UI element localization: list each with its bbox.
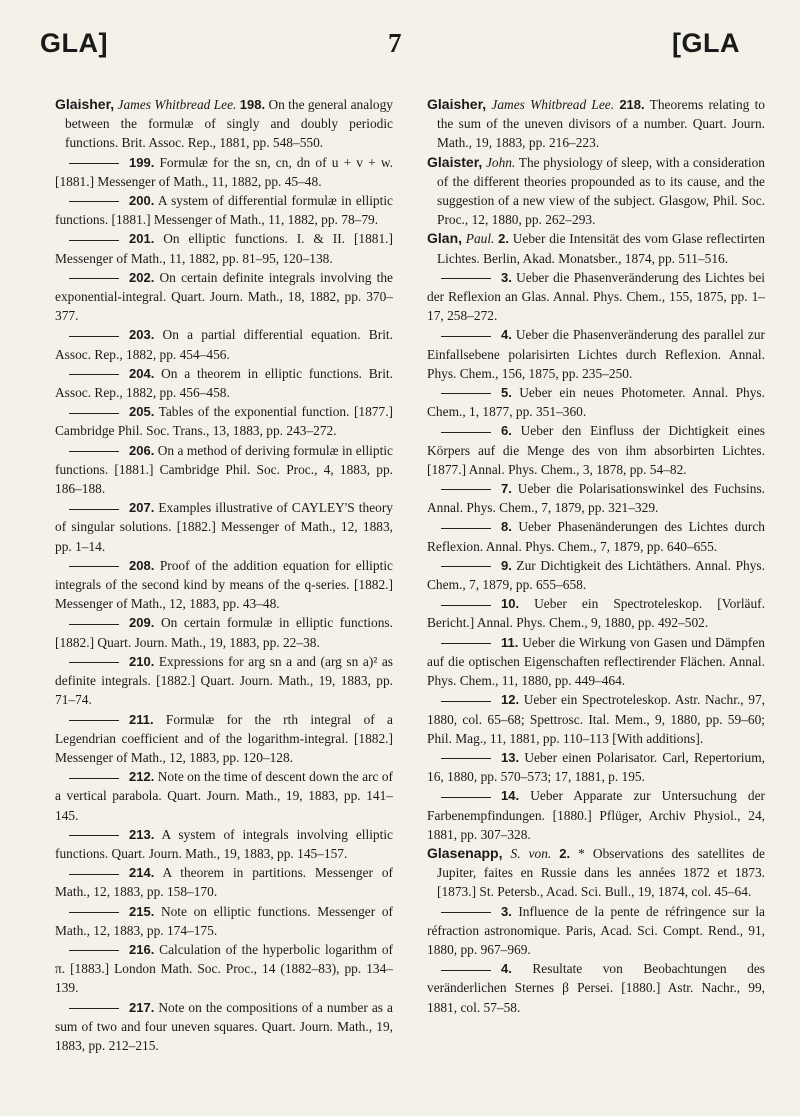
ditto-rule	[441, 758, 491, 759]
entry-number: 8.	[501, 519, 512, 535]
ditto-rule	[441, 797, 491, 798]
author-given-names: James Whitbread Lee.	[117, 97, 237, 112]
entry-number: 199.	[129, 154, 155, 170]
bibliography-entry	[427, 690, 765, 748]
ditto-rule	[69, 1008, 119, 1009]
entry-text: Tables of the exponential function. [1877.] Cambridge Phil. Soc. Trans., 13, 1883, pp. 243–272.	[55, 404, 394, 439]
entry-number: 211.	[129, 711, 154, 727]
author-name: Glaisher,	[427, 96, 487, 112]
entry-number: 215.	[129, 903, 155, 919]
entry-number: 201.	[129, 231, 155, 247]
entry-text: On certain definite integrals involving the exponential-integral. Quart. Journ. Math., 18, 1882, pp. 370–377.	[55, 269, 393, 324]
ditto-rule	[441, 278, 491, 279]
ditto-rule	[69, 566, 119, 567]
entry-number: 207.	[129, 500, 155, 516]
entry-text: Theorems relating to the sum of the uneven divisors of a number. Quart. Journ. Math., 19, 1883, pp. 216–223.	[437, 97, 765, 151]
entry-text: Ueber ein Spectroteleskop. [Vorläuf. Bericht.] Annal. Phys. Chem., 9, 1880, pp. 492–502.	[427, 596, 765, 631]
bibliography-entry	[55, 902, 393, 940]
bibliography-entry	[55, 364, 393, 402]
ditto-rule	[69, 374, 119, 375]
bibliography-entry	[427, 594, 765, 632]
entry-text: Influence de la pente de réfringence sur la réfraction astronomique. Paris, Acad. Sci. Compt. Rend., 91, 1880, pp. 967–969.	[427, 903, 765, 957]
entry-number: 2.	[498, 231, 509, 247]
ditto-rule	[69, 336, 119, 337]
entry-number: 202.	[129, 269, 155, 285]
ditto-rule	[69, 163, 119, 164]
entry-number: 217.	[129, 999, 155, 1015]
bibliography-entry	[55, 153, 393, 191]
entry-number: 206.	[129, 442, 155, 458]
author-given-names: James Whitbread Lee.	[491, 97, 615, 112]
entry-number: 6.	[501, 423, 512, 439]
author-name: Glan,	[427, 230, 463, 247]
entry-text: On a method of deriving formulæ in elliptic functions. [1881.] Cambridge Phil. Soc. Proc., 4, 1883, pp. 186–188.	[55, 442, 393, 497]
page-number: 7	[388, 28, 402, 58]
entry-number: 210.	[129, 653, 155, 669]
entry-text: Note on elliptic functions. Messenger of Math., 12, 1883, pp. 174–175.	[55, 903, 393, 938]
entry-text: * Observations des satellites de Jupiter, faites en Russie dans les années 1872 et 1873. [1873.] St. Petersb., Acad. Sci. Bull., 19, 1874, col. 45–64.	[437, 845, 765, 900]
entry-text: A system of differential formulæ in elliptic functions. [1881.] Messenger of Math., 11, 1882, pp. 78–79.	[55, 193, 393, 228]
entry-number: 213.	[129, 826, 155, 842]
entry-number: 198.	[239, 97, 266, 112]
ditto-rule	[441, 970, 491, 971]
bibliography-entry	[55, 268, 393, 326]
bibliography-entry	[427, 959, 765, 1017]
bibliography-entry	[55, 402, 393, 440]
entry-number: 14.	[501, 788, 520, 804]
entry-text: Ueber die Wirkung von Gasen und Dämpfen auf die optischen Eigenschaften reflectirender Flächen. Annal. Phys. Chem., 11, 1880, pp. 449–464.	[427, 634, 765, 689]
entry-text: Expressions for arg sn a and (arg sn a)² as definite integrals. [1882.] Quart. Journ. Math., 19, 1883, pp. 71–74.	[55, 653, 393, 708]
ditto-rule	[69, 912, 119, 913]
entry-number: 10.	[501, 596, 520, 612]
ditto-rule	[69, 624, 119, 625]
ditto-rule	[441, 336, 491, 337]
bibliography-entry	[55, 191, 393, 229]
entry-text: Examples illustrative of CAYLEY'S theory of singular solutions. [1882.] Messenger of Math., 12, 1883, pp. 1–14.	[55, 500, 393, 554]
entry-text: Proof of the addition equation for elliptic integrals of the second kind by means of the q-series. [1882.] Messenger of Math., 12, 1883, pp. 43–48.	[55, 557, 393, 612]
bibliography-entry	[55, 940, 393, 998]
entry-text: Formulæ for the sn, cn, dn of u + v + w. [1881.] Messenger of Math., 11, 1882, pp. 45–48.	[55, 154, 393, 189]
entry-text: Note on the compositions of a number as a sum of two and four uneven squares. Quart. Journ. Math., 19, 1883, pp. 212–215.	[55, 999, 393, 1053]
ditto-rule	[69, 451, 119, 452]
entry-text: Ueber einen Polarisator. Carl, Repertorium, 16, 1880, pp. 570–573; 17, 1881, p. 195.	[427, 749, 765, 785]
entry-number: 204.	[129, 365, 155, 381]
ditto-rule	[69, 413, 119, 414]
entry-number: 218.	[619, 97, 645, 112]
bibliography-entry	[55, 95, 393, 153]
ditto-rule	[441, 912, 491, 913]
bibliography-entry	[55, 229, 393, 267]
entry-number: 205.	[129, 404, 155, 420]
author-given-names: Paul.	[465, 231, 495, 247]
bibliography-entry	[427, 153, 765, 230]
ditto-rule	[69, 278, 119, 279]
bibliography-entry	[427, 268, 765, 326]
bibliography-entry	[427, 517, 765, 555]
bibliography-entry	[427, 786, 765, 844]
entry-text: Formulæ for the rth integral of a Legendrian coefficient and of the logarithm-integral. [1882.] Messenger of Math., 12, 1883, pp. 120–128.	[55, 711, 393, 765]
entry-number: 209.	[129, 615, 155, 631]
ditto-rule	[441, 605, 491, 606]
bibliography-entry	[427, 479, 765, 517]
author-name: Glaister,	[427, 153, 483, 170]
entry-text: Ueber den Einfluss der Dichtigkeit eines Körpers auf die Menge des von ihm absorbirten Lichtes. [1877.] Annal. Phys. Chem., 3, 1878, pp. 54–82.	[427, 423, 765, 477]
bibliography-entry	[55, 613, 393, 651]
bibliography-entry	[55, 710, 393, 768]
ditto-rule	[441, 432, 491, 433]
ditto-rule	[69, 240, 119, 241]
entry-number: 203.	[129, 327, 155, 343]
ditto-rule	[69, 950, 119, 951]
bibliography-entry	[55, 325, 393, 363]
entry-text: Note on the time of descent down the arc of a vertical parabola. Quart. Journ. Math., 19, 1883, pp. 141–145.	[55, 769, 393, 823]
entry-text: Ueber die Intensität des vom Glase reflectirten Lichtes. Berlin, Akad. Monatsber., 1874, pp. 511–516.	[437, 231, 765, 266]
ditto-rule	[69, 662, 119, 663]
entry-text: The physiology of sleep, with a consideration of the different theories propounded as to its cause, and the suggestion of a new view of the subject. Glasgow, Phil. Soc. Proc., 12, 1880, pp. 262–293.	[437, 154, 766, 228]
bibliography-entry	[427, 95, 765, 153]
ditto-rule	[441, 489, 491, 490]
author-name: Glaisher,	[55, 96, 115, 112]
entry-text: Ueber die Phasenveränderung des Lichtes bei der Reflexion an Glas. Annal. Phys. Chem., 155, 1875, pp. 1–17, 258–272.	[427, 269, 765, 324]
author-name: Glasenapp,	[427, 844, 503, 861]
ditto-rule	[69, 874, 119, 875]
entry-text: Ueber Apparate zur Untersuchung der Farbenempfindungen. [1880.] Pflüger, Archiv Physiol., 24, 1881, pp. 307–328.	[427, 788, 766, 842]
bibliography-entry	[55, 498, 393, 556]
entry-number: 5.	[501, 385, 512, 401]
entry-text: Ueber die Polarisationswinkel des Fuchsins. Annal. Phys. Chem., 7, 1879, pp. 321–329.	[427, 481, 765, 516]
ditto-rule	[69, 201, 119, 202]
entry-text: Zur Dichtigkeit des Lichtäthers. Annal. Phys. Chem., 7, 1879, pp. 655–658.	[427, 557, 765, 593]
entry-text: A theorem in partitions. Messenger of Math., 12, 1883, pp. 158–170.	[55, 865, 393, 900]
entry-number: 4.	[501, 327, 512, 343]
entry-text: On a theorem in elliptic functions. Brit. Assoc. Rep., 1882, pp. 456–458.	[55, 365, 393, 401]
bibliography-columns	[55, 95, 765, 1055]
entry-number: 212.	[129, 769, 155, 785]
entry-number: 12.	[501, 692, 520, 708]
entry-number: 216.	[129, 941, 155, 957]
ditto-rule	[69, 778, 119, 779]
bibliography-entry	[55, 652, 393, 710]
entry-number: 2.	[559, 845, 571, 861]
running-head-right: [GLA	[672, 28, 740, 58]
bibliography-entry	[427, 325, 765, 383]
ditto-rule	[441, 566, 491, 567]
entry-text: A system of integrals involving elliptic functions. Quart. Journ. Math., 19, 1883, pp. 145–157.	[55, 826, 393, 861]
entry-number: 4.	[501, 961, 512, 977]
entry-number: 214.	[129, 865, 155, 881]
bibliography-entry	[55, 767, 393, 825]
entry-number: 3.	[501, 269, 512, 285]
bibliography-entry	[427, 902, 765, 960]
bibliography-entry	[427, 556, 765, 594]
entry-text: Ueber ein Spectroteleskop. Astr. Nachr., 97, 1880, col. 65–68; Spettrosc. Ital. Mem., 9, 1880, pp. 59–60; Phil. Mag., 11, 1881, pp. 110–113 [With additions].	[427, 692, 765, 746]
entry-text: On the general analogy between the formulæ of singly and doubly periodic functions. Brit. Assoc. Rep., 1881, pp. 548–550.	[65, 97, 393, 151]
page-header	[0, 28, 800, 64]
entry-text: Ueber die Phasenveränderung des parallel zur Einfallsebene polarisirten Lichtes durch Reflexion. Annal. Phys. Chem., 156, 1875, pp. 235–250.	[427, 327, 765, 381]
ditto-rule	[441, 393, 491, 394]
bibliography-entry	[55, 998, 393, 1056]
author-given-names: S. von.	[510, 845, 552, 861]
bibliography-entry	[427, 229, 765, 267]
bibliography-entry	[427, 844, 765, 902]
ditto-rule	[441, 643, 491, 644]
entry-text: Resultate von Beobachtungen des veränderlichen Sternes β Persei. [1880.] Astr. Nachr., 99, 1881, col. 57–58.	[427, 961, 765, 1015]
entry-number: 7.	[501, 481, 512, 497]
author-given-names: John.	[485, 154, 516, 170]
entry-number: 9.	[501, 557, 512, 573]
ditto-rule	[69, 835, 119, 836]
left-column	[55, 95, 393, 1055]
running-head-left: GLA]	[40, 28, 108, 58]
entry-text: Ueber ein neues Photometer. Annal. Phys. Chem., 1, 1877, pp. 351–360.	[427, 385, 765, 420]
ditto-rule	[441, 528, 491, 529]
bibliography-entry	[55, 863, 393, 901]
entry-number: 3.	[501, 903, 512, 919]
right-column	[427, 95, 765, 1055]
bibliography-entry	[55, 825, 393, 863]
entry-number: 13.	[501, 749, 520, 765]
bibliography-entry	[427, 421, 765, 479]
entry-text: Calculation of the hyperbolic logarithm of π. [1883.] London Math. Soc. Proc., 14 (1882–83), pp. 134–139.	[55, 941, 393, 996]
ditto-rule	[69, 720, 119, 721]
entry-text: On elliptic functions. I. & II. [1881.] Messenger of Math., 11, 1882, pp. 81–95, 120–138.	[55, 231, 393, 266]
entry-number: 200.	[129, 193, 155, 209]
entry-text: On a partial differential equation. Brit. Assoc. Rep., 1882, pp. 454–456.	[55, 327, 393, 362]
bibliography-entry	[427, 748, 765, 786]
entry-number: 11.	[501, 634, 519, 650]
entry-number: 208.	[129, 557, 155, 573]
entry-text: Ueber Phasenänderungen des Lichtes durch Reflexion. Annal. Phys. Chem., 7, 1879, pp. 640–655.	[427, 519, 765, 554]
bibliography-entry	[55, 556, 393, 614]
ditto-rule	[69, 509, 119, 510]
ditto-rule	[441, 701, 491, 702]
bibliography-entry	[55, 441, 393, 499]
entry-text: On certain formulæ in elliptic functions. [1882.] Quart. Journ. Math., 19, 1883, pp. 22–38.	[55, 615, 393, 650]
bibliography-entry	[427, 633, 765, 691]
bibliography-entry	[427, 383, 765, 421]
